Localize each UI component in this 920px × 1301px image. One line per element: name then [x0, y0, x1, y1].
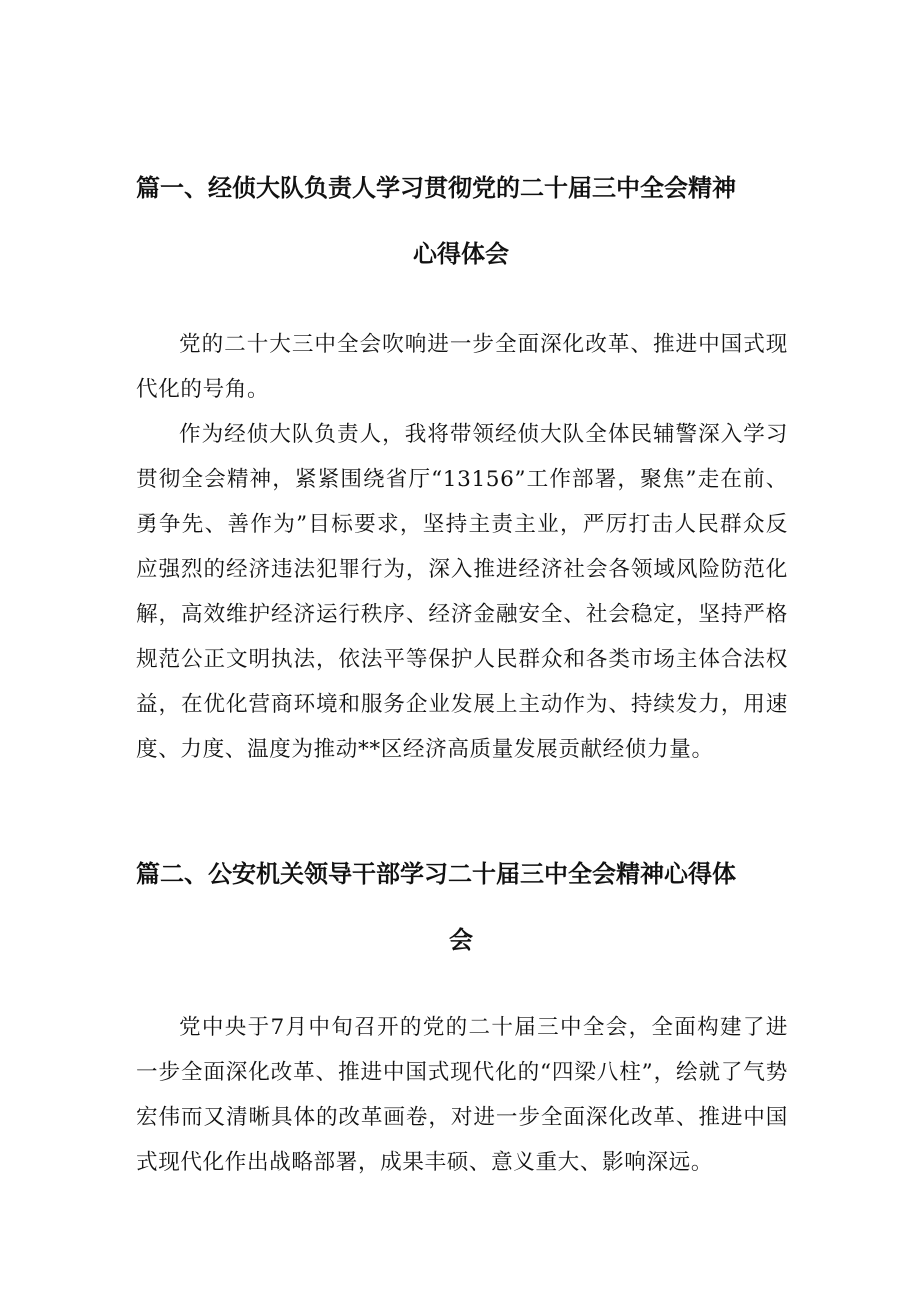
section-1-paragraph-2: 作为经侦大队负责人，我将带领经侦大队全体民辅警深入学习贯彻全会精神，紧紧围绕省厅“13156”工作部署，聚焦”走在前、勇争先、善作为”目标要求，坚持主责主业，严厉打击人民群众反应强烈的经济违法犯罪行为，深入推进经济社会各领域风险防范化解，高效维护经济运行秩序、经济金融安全、社会稳定，坚持严格规范公正文明执法，依法平等保护人民群众和各类市场主体合法权益，在优化营商环境和服务企业发展上主动作为、持续发力，用速度、力度、温度为推动**区经济高质量发展贡献经侦力量。	[136, 422, 788, 762]
section-1-heading-line-2: 心得体会	[413, 240, 509, 268]
section-1-heading-line-1: 篇一、经侦大队负责人学习贯彻党的二十届三中全会精神	[136, 174, 736, 202]
section-2-heading-line-1: 篇二、公安机关领导干部学习二十届三中全会精神心得体	[136, 860, 736, 888]
section-1-paragraph-1: 党的二十大三中全会吹响进一步全面深化改革、推进中国式现代化的号角。	[136, 332, 788, 402]
section-2-heading-line-2: 会	[449, 926, 473, 954]
section-2-heading	[136, 841, 786, 973]
section-1-heading	[136, 155, 786, 287]
section-2-paragraph-1: 党中央于7月中旬召开的党的二十届三中全会，全面构建了进一步全面深化改革、推进中国式现代化的“四梁八柱”，绘就了气势宏伟而又清晰具体的改革画卷，对进一步全面深化改革、推进中国式现代化作出战略部署，成果丰硕、意义重大、影响深远。	[136, 1015, 788, 1175]
